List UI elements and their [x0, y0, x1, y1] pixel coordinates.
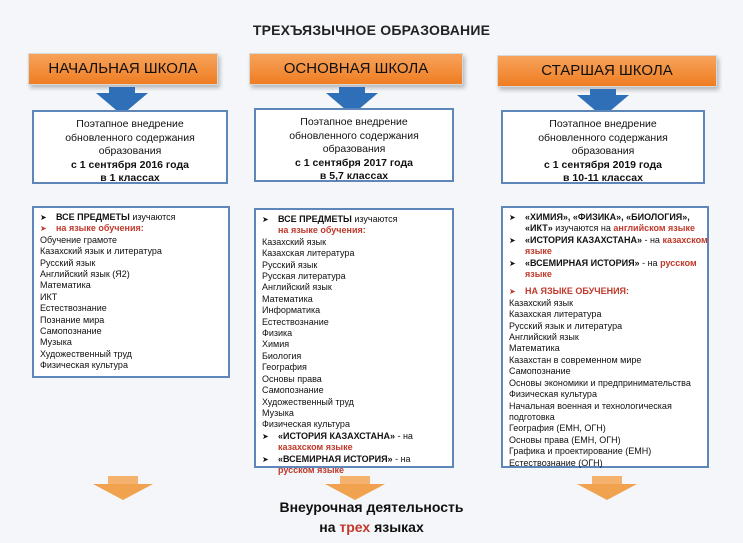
subject-item: Основы экономики и предпринимательства: [509, 377, 691, 388]
subject-item: Начальная военная и технологическая: [509, 400, 672, 411]
arrowhead-bullet-icon: ➤: [40, 224, 47, 234]
subjects-box-basic: [254, 208, 454, 475]
subjects-box-primary: [32, 206, 230, 378]
language-line: на языке обучения:: [278, 225, 366, 236]
subject-list: [509, 298, 701, 469]
subject-item: Физическая культура: [262, 419, 350, 430]
subject-list: [262, 237, 446, 431]
subject-item: Художественный труд: [262, 396, 354, 407]
subject-list: [40, 235, 222, 372]
arrowhead-bullet-icon: ➤: [509, 258, 516, 268]
subject-item: Казахстан в современном мире: [509, 354, 642, 365]
subject-item: Естествознание (ОГН): [509, 457, 603, 468]
history-world-line: ➤ «ВСЕМИРНАЯ ИСТОРИЯ» - на: [262, 453, 411, 464]
intro-line: обновленного содержания: [289, 129, 419, 142]
page-title: ТРЕХЪЯЗЫЧНОЕ ОБРАЗОВАНИЕ: [252, 22, 491, 38]
subject-item: Английский язык: [509, 332, 579, 343]
subject-item: География (ЕМН, ОГН): [509, 423, 606, 434]
header-senior-school: СТАРШАЯ ШКОЛА: [497, 55, 717, 87]
intro-line: образования: [571, 145, 635, 157]
subject-item: Естествознание: [262, 316, 329, 327]
subject-item: Русский язык: [262, 259, 318, 270]
subject-item: Казахский язык и литература: [40, 246, 162, 257]
subject-item: Познание мира: [40, 314, 105, 325]
subjects-box-senior: [501, 206, 709, 468]
subject-item: Самопознание: [262, 385, 324, 396]
history-kz-line: ➤ «ИСТОРИЯ КАЗАХСТАНА» - на казахском: [509, 234, 708, 245]
out-arrow-stem: [592, 476, 622, 484]
subject-item: Физика: [262, 328, 293, 339]
subject-item: Казахская литература: [262, 248, 355, 259]
out-arrow-stem: [108, 476, 138, 484]
subject-item: Физическая культура: [40, 360, 128, 371]
subject-item: Английский язык: [262, 282, 332, 293]
intro-line: обновленного содержания: [538, 131, 668, 144]
footer-caption: [0, 497, 743, 537]
intro-line: Поэтапное внедрение: [549, 118, 657, 130]
intro-grades: в 5,7 классах: [319, 170, 389, 182]
subject-item: Музыка: [40, 337, 72, 348]
subject-item: География: [262, 362, 307, 373]
subject-item: Основы права: [262, 373, 322, 384]
intro-box-senior: [501, 110, 705, 184]
subject-item: Казахский язык: [262, 236, 327, 247]
subject-item: подготовка: [509, 411, 555, 422]
subject-item: Биология: [262, 350, 302, 361]
intro-grades: в 10-11 классах: [563, 172, 643, 184]
intro-box-basic: [254, 108, 454, 182]
intro-box-primary: [32, 110, 228, 184]
subject-item: Художественный труд: [40, 348, 132, 359]
footer-line-2: на трех языках: [319, 519, 424, 535]
intro-line: Поэтапное внедрение: [76, 118, 184, 130]
subject-item: Русский язык: [40, 257, 96, 268]
intro-date: с 1 сентября 2019 года: [544, 158, 662, 171]
arrowhead-bullet-icon: ➤: [262, 454, 269, 464]
header-basic-school: ОСНОВНАЯ ШКОЛА: [249, 53, 463, 85]
subject-item: Казахский язык: [509, 297, 574, 308]
subject-item: Казахская литература: [509, 309, 602, 320]
language-line: ➤ на языке обучения:: [40, 223, 144, 234]
subject-item: Математика: [509, 343, 560, 354]
subject-item: Основы права (ЕМН, ОГН): [509, 434, 621, 445]
intro-line: образования: [322, 143, 386, 155]
arrowhead-bullet-icon: ➤: [40, 213, 47, 222]
arrowhead-bullet-icon: ➤: [509, 213, 516, 222]
subject-item: Информатика: [262, 305, 321, 316]
all-subjects-line: ➤ ВСЕ ПРЕДМЕТЫ изучаются: [262, 214, 398, 224]
arrowhead-bullet-icon: ➤: [509, 287, 516, 297]
history-world-lang: языке: [525, 269, 552, 280]
intro-date: с 1 сентября 2016 года: [71, 158, 189, 171]
subject-item: Русский язык и литература: [509, 320, 623, 331]
subject-item: Обучение грамоте: [40, 234, 117, 245]
intro-line: Поэтапное внедрение: [300, 116, 408, 128]
subject-item: ИКТ: [40, 291, 58, 302]
language-line: ➤ НА ЯЗЫКЕ ОБУЧЕНИЯ:: [509, 286, 630, 297]
intro-grades: в 1 классах: [100, 172, 160, 184]
arrowhead-bullet-icon: ➤: [262, 431, 269, 441]
subject-item: Физическая культура: [509, 389, 597, 400]
subject-item: Самопознание: [509, 366, 571, 377]
subject-item: Английский язык (Я2): [40, 269, 130, 280]
footer-line-1: Внеурочная деятельность: [279, 499, 464, 515]
subject-item: Графика и проектирование (ЕМН): [509, 446, 652, 457]
history-kz-line: ➤ «ИСТОРИЯ КАЗАХСТАНА» - на: [262, 430, 413, 441]
history-kz-lang: казахском языке: [278, 442, 353, 453]
arrowhead-bullet-icon: ➤: [509, 235, 516, 245]
subject-item: Естествознание: [40, 303, 107, 314]
intro-line: образования: [98, 145, 162, 157]
all-subjects-line: ➤ ВСЕ ПРЕДМЕТЫ изучаются: [40, 212, 176, 222]
header-primary-school: НАЧАЛЬНАЯ ШКОЛА: [28, 53, 218, 85]
sciences-line: ➤ «ХИМИЯ», «ФИЗИКА», «БИОЛОГИЯ»,: [509, 212, 690, 222]
subject-item: Музыка: [262, 407, 294, 418]
history-world-lang: русском языке: [278, 464, 345, 475]
subject-item: Самопознание: [40, 326, 102, 337]
intro-date: с 1 сентября 2017 года: [295, 156, 413, 169]
arrowhead-bullet-icon: ➤: [262, 215, 269, 224]
intro-line: обновленного содержания: [65, 131, 195, 144]
history-world-line: ➤ «ВСЕМИРНАЯ ИСТОРИЯ» - на русском: [509, 257, 697, 268]
subject-item: Химия: [262, 339, 290, 350]
sciences-line-2: «ИКТ» изучаются на английском языке: [525, 223, 695, 234]
subject-item: Математика: [40, 280, 91, 291]
out-arrow-stem: [340, 476, 370, 484]
subject-item: Математика: [262, 293, 313, 304]
subject-item: Русская литература: [262, 271, 346, 282]
history-kz-lang: языке: [525, 246, 552, 257]
